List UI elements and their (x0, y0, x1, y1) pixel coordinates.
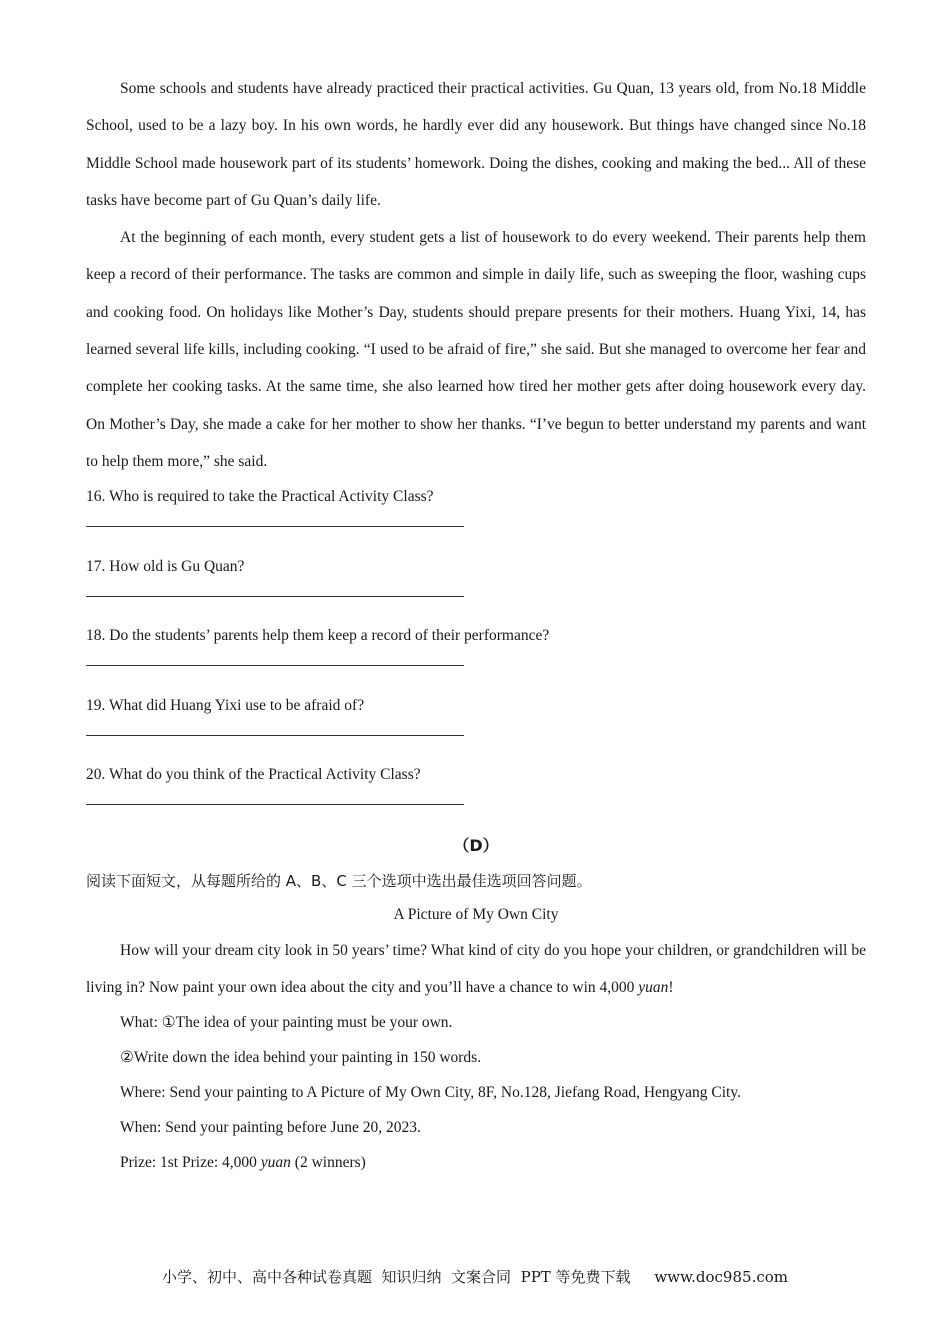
question-text: 18. Do the students’ parents help them keep a record of their performance? (86, 627, 550, 645)
section-d-instruction: 阅读下面短文，从每题所给的 A、B、C 三个选项中选出最佳选项回答问题。 (86, 871, 592, 890)
intro-currency: yuan (638, 979, 669, 997)
prize-prefix: Prize: 1st Prize: 4,000 (120, 1153, 261, 1171)
question-text: 19. What did Huang Yixi use to be afraid of? (86, 696, 365, 714)
answer-line[interactable] (86, 526, 464, 527)
passage-title: A Picture of My Own City (393, 905, 559, 923)
question-18 (86, 619, 866, 689)
where-line: Where: Send your painting to A Picture of My Own City, 8F, No.128, Jiefang Road, Hengyang City. (120, 1083, 741, 1101)
document-page (86, 70, 866, 1180)
section-d-label: （D） (453, 835, 499, 855)
intro-text: How will your dream city look in 50 years’ time? What kind of city do you hope your children, or grandchildren will be living in? Now paint your own idea about the city and you’ll have a chance to win 4,000 (86, 941, 866, 997)
what-item-2: ②Write down the idea behind your painting in 150 words. (120, 1049, 482, 1067)
question-text: 16. Who is required to take the Practical Activity Class? (86, 488, 434, 506)
passage-d-intro (86, 932, 866, 1007)
question-19 (86, 689, 866, 759)
passage-paragraph-2: At the beginning of each month, every student gets a list of housework to do every weekend. Their parents help them keep a record of their performance. The tasks are common and simple in daily life, such as sweeping the floor, washing cups and cooking food. On holidays like Mother’s Day, students should prepare presents for their mothers. Huang Yixi, 14, has learned several life kills, including cooking. “I used to be afraid of fire,” she said. But she managed to overcome her fear and complete her cooking tasks. At the same time, she also learned how tired her mother gets after doing housework every day. On Mother’s Day, she made a cake for her mother to show her thanks. “I’ve begun to better understand my parents and want to help them more,” she said. (86, 229, 866, 470)
when-line: When: Send your painting before June 20, 2023. (120, 1118, 421, 1136)
question-17 (86, 550, 866, 620)
passage-paragraph-1: Some schools and students have already practiced their practical activities. Gu Quan, 13 years old, from No.18 Middle School, used to be a lazy boy. In his own words, he hardly ever did any housework. But things have changed since No.18 Middle School made housework part of its students’ homework. Doing the dishes, cooking and making the bed... All of these tasks have become part of Gu Quan’s daily life. (86, 80, 866, 209)
what-item-1: What: ①The idea of your painting must be your own. (120, 1014, 453, 1032)
prize-line (86, 1146, 866, 1181)
answer-line[interactable] (86, 804, 464, 805)
intro-end: ! (668, 979, 674, 997)
question-text: 20. What do you think of the Practical Activity Class? (86, 766, 421, 784)
question-20 (86, 758, 866, 828)
answer-line[interactable] (86, 596, 464, 597)
answer-line[interactable] (86, 665, 464, 666)
question-text: 17. How old is Gu Quan? (86, 557, 245, 575)
question-16 (86, 480, 866, 550)
answer-line[interactable] (86, 735, 464, 736)
prize-suffix: (2 winners) (290, 1153, 366, 1171)
question-list (86, 480, 866, 828)
page-footer: 小学、初中、高中各种试卷真题 知识归纳 文案合同 PPT 等免费下载 www.doc985.com (161, 1268, 788, 1286)
prize-currency: yuan (260, 1153, 291, 1171)
